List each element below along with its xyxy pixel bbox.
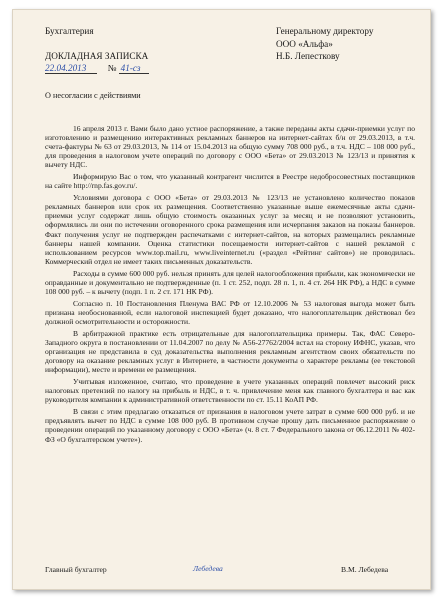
- department-label: Бухгалтерия: [45, 26, 94, 36]
- memo-subject: О несогласии с действиями: [45, 91, 141, 100]
- paragraph: Условиями договора с ООО «Бета» от 29.03.2013 № 123/13 не установлено количество показов рекламных баннеров или срок их размещения. Соответственно указанные выше ежемесячные акты сдачи-приемки услуг содержат лишь общую стоимость оказанных услуг за месяц и не позволяют установить, оформлялись ли они по истечении оговоренного срока размещения или исчерпания заказов на показы баннеров. Факт получения услуг не подтвержден распечатками с интернет-сайтов, на которых размещались рекламные баннеры нашей компании. Оценка статистики посещаемости интернет-сайтов с нашей рекламой с использованием ресурсов www.top.mail.ru, www.liveinternet.ru («раздел «Рейтинг сайтов») не проводилась. Коммерческий отдел не имеет таких письменных доказательств.: [45, 193, 415, 266]
- signer-position: Главный бухгалтер: [45, 565, 107, 574]
- paragraph: 16 апреля 2013 г. Вами было дано устное распоряжение, а также переданы акты сдачи-приемки услуг по изготовлению и размещению интерактивных рекламных баннеров на интернет-сайтах б/н от 29.03.2013, в т.ч. счета-фактуры № 63 от 29.03.2013, № 114 от 15.04.2013 на общую сумму 708 000 руб., в т.ч. НДС – 108 000 руб., для проведения в налоговом учете операций по договору с ООО «Бета» от 29.03.2013 № 123/13 и принятия к вычету НДС.: [45, 124, 415, 170]
- recipient-name: Н.Б. Лепесткову: [276, 51, 340, 61]
- paragraph: Согласно п. 10 Постановления Пленума ВАС РФ от 12.10.2006 № 53 налоговая выгода может быть признана необоснованной, если налоговой инспекцией будет доказано, что налогоплательщик действовал без должной осмотрительности и осторожности.: [45, 298, 415, 326]
- number-sign: №: [107, 63, 117, 73]
- paragraph: В арбитражной практике есть отрицательные для налогоплательщика примеры. Так, ФАС Северо-Западного округа в постановлении от 11.04.2007 по делу № А56-27762/2004 встал на сторону ИФНС, указав, что организация не представила в суд доказательства выполнения рекламным агентством своих обязательств по договору на оказание рекламных услуг в Интернете, в частности документы о характере рекламы (ее текстовой информации), месте и времени ее размещения.: [45, 328, 415, 375]
- memo-document: [12, 9, 431, 590]
- memo-body: [45, 124, 415, 447]
- signer-name: В.М. Лебедева: [341, 565, 389, 574]
- date-number-line: [45, 63, 149, 74]
- paragraph: В связи с этим предлагаю отказаться от признания в налоговом учете затрат в сумме 600 000 руб. и не предъявлять вычет по НДС в сумме 108 000 руб. В противном случае прошу дать письменное распоряжение о проведении операций по указанному договору с ООО «Бета» (ч. 8 ст. 7 Федерального закона от 06.12.2011 № 402-ФЗ «О бухгалтерском учете»).: [45, 407, 415, 444]
- paragraph: Информирую Вас о том, что указанный контрагент числится в Реестре недобросовестных поставщиков на сайте http://rnp.fas.gov.ru/.: [45, 172, 415, 191]
- paragraph: Учитывая изложенное, считаю, что проведение в учете указанных операций повлечет высокий риск налоговых претензий по налогу на прибыль и НДС, в т. ч. привлечение меня как главного бухгалтера и вас как руководителя компании к административной ответственности по ст. 15.11 КоАП РФ.: [45, 377, 415, 405]
- document-title: ДОКЛАДНАЯ ЗАПИСКА: [45, 51, 149, 61]
- document-number: 41-сз: [119, 64, 149, 74]
- recipient-company: ООО «Альфа»: [276, 39, 333, 49]
- paragraph: Расходы в сумме 600 000 руб. нельзя принять для целей налогообложения прибыли, как экономически не оправданные и документально не подтвержденные (п. 1 ст. 252, подп. 28 п. 1, п. 4 ст. 264 НК РФ), а НДС в сумме 108 000 руб. – к вычету (подп. 1 п. 2 ст. 171 НК РФ).: [45, 268, 415, 296]
- handwritten-signature: Лебедева: [193, 564, 223, 573]
- document-date: 22.04.2013: [45, 64, 97, 74]
- recipient-position: Генеральному директору: [276, 26, 374, 36]
